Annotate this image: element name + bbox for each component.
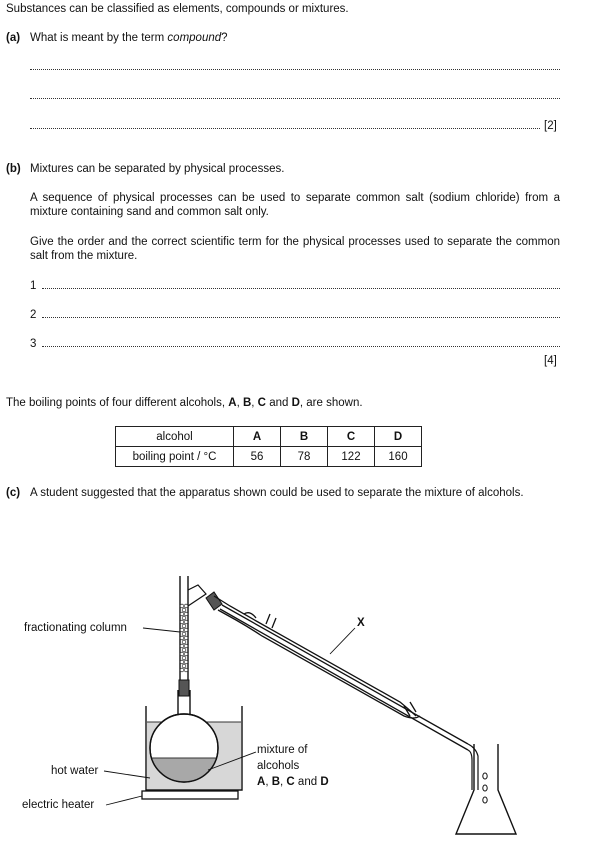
answer-num-2: 2 — [30, 309, 37, 321]
electric-heater-plate — [142, 791, 238, 799]
leader-hot-water — [104, 771, 150, 778]
boiling-B: B — [242, 397, 252, 409]
column-beads — [180, 604, 188, 672]
boiling-C: C — [257, 397, 266, 409]
table-col-a: A — [234, 427, 281, 447]
part-a-marks: [2] — [544, 120, 557, 132]
table-header-boiling-point: boiling point / °C — [116, 447, 234, 467]
boiling-D: D — [291, 397, 300, 409]
part-a-question-post: ? — [221, 32, 228, 44]
mixture-and: and — [297, 776, 318, 788]
intro-text: Substances can be classified as elements, compounds or mixtures. — [6, 3, 349, 15]
table-value-c: 122 — [328, 447, 375, 467]
side-arm-stopper — [206, 592, 222, 610]
table-col-b: B — [281, 427, 328, 447]
label-mixture-line1: mixture of — [257, 744, 308, 756]
conical-flask — [456, 744, 516, 834]
column-stopper — [179, 680, 189, 696]
mixture-D: D — [320, 776, 329, 788]
part-a-question-term: compound — [167, 32, 222, 44]
condenser — [214, 596, 468, 750]
table-col-d: D — [375, 427, 422, 447]
part-a-question-pre: What is meant by the term — [30, 32, 168, 44]
distillate-drops — [483, 773, 487, 803]
part-c-label: (c) — [6, 487, 21, 499]
leader-fractionating-column — [143, 628, 180, 632]
part-b-line1: Mixtures can be separated by physical processes. — [30, 163, 285, 175]
leader-x — [330, 628, 355, 654]
label-x: X — [357, 617, 365, 629]
table-header-alcohol: alcohol — [116, 427, 234, 447]
label-mixture-line2: alcohols — [257, 760, 300, 772]
part-b-label: (b) — [6, 163, 21, 175]
table-value-d: 160 — [375, 447, 422, 467]
part-b-para1: A sequence of physical processes can be used to separate common salt (sodium chloride) from a mixture containing sand and common salt only. — [30, 192, 560, 218]
table-col-c: C — [328, 427, 375, 447]
label-electric-heater: electric heater — [22, 799, 95, 811]
table-value-b: 78 — [281, 447, 328, 467]
boiling-intro-pre: The boiling points of four different alcohols, — [6, 397, 229, 409]
label-fractionating-column: fractionating column — [24, 622, 127, 634]
mixture-C: C — [286, 776, 295, 788]
answer-num-3: 3 — [30, 338, 37, 350]
answer-num-1: 1 — [30, 280, 37, 292]
part-a-label: (a) — [6, 32, 21, 44]
part-c-text: A student suggested that the apparatus shown could be used to separate the mixture of alcohols. — [30, 487, 524, 499]
boiling-intro-post: , are shown. — [299, 397, 363, 409]
table-value-a: 56 — [234, 447, 281, 467]
boiling-A: A — [228, 397, 237, 409]
label-hot-water: hot water — [51, 765, 99, 777]
boiling-and: and — [269, 397, 289, 409]
side-arm — [188, 585, 206, 606]
delivery-tube — [468, 744, 478, 790]
label-mixture-line3: A, B, C and D — [257, 776, 329, 788]
part-b-marks: [4] — [544, 355, 557, 367]
mixture-A: A — [257, 776, 266, 788]
boiling-intro: The boiling points of four different alcohols, A, B, C and D, are shown. — [6, 397, 363, 409]
part-b-para2: Give the order and the correct scientific term for the physical processes used to separate the common salt from the mixture. — [30, 236, 560, 262]
mixture-B: B — [271, 776, 281, 788]
leader-electric-heater — [106, 796, 142, 805]
